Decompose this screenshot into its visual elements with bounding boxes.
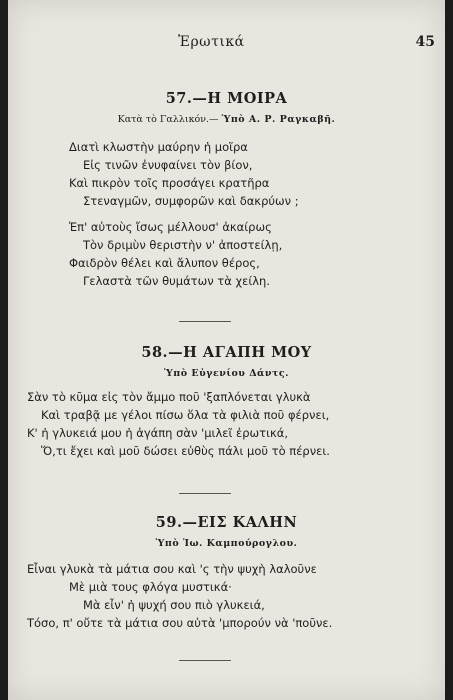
poem-attribution — [8, 364, 445, 384]
running-title: Ἐρωτικά — [178, 34, 245, 50]
verse-line: Γελαστὰ τῶν θυμάτων τὰ χείλη. — [83, 274, 270, 288]
poem-attribution — [8, 110, 445, 130]
verse-line: Καὶ πικρὸν τοῖς προσάγει κρατῆρα — [69, 176, 270, 190]
poem-title: 58.—Η ΑΓΑΠΗ ΜΟΥ — [141, 344, 312, 361]
poem-title: 57.—Η ΜΟΙΡΑ — [165, 90, 288, 107]
verse-line: Καὶ τραβᾷ με γέλοι πίσω ὅλα τὰ φιλιὰ ποῦ φέρνει, — [41, 408, 330, 422]
verse-line: Ἐπ' αὐτοὺς ἴσως μέλλουσ' ἀκαίρως — [69, 220, 272, 234]
stanza — [8, 388, 445, 460]
verse-line: Τὸν δριμὺν θεριστὴν ν' ἀποστείλῃ, — [83, 238, 283, 252]
verse-line: Διατὶ κλωστὴν μαύρην ἡ μοῖρα — [69, 140, 248, 154]
verse-line: Εἶναι γλυκὰ τὰ μάτια σου καὶ 'ς τὴν ψυχὴ λαλοῦνε — [27, 562, 317, 576]
poem-57 — [8, 88, 445, 290]
poem-attribution — [8, 534, 445, 554]
stanza — [8, 138, 445, 210]
verse-line: Στεναγμῶν, συμφορῶν καὶ δακρύων ; — [83, 194, 299, 208]
section-divider — [179, 493, 231, 494]
section-divider — [179, 321, 231, 322]
poem-58 — [8, 342, 445, 460]
page-number: 45 — [415, 34, 435, 50]
poem-title: 59.—ΕΙΣ ΚΑΛΗΝ — [155, 514, 298, 531]
section-divider — [179, 660, 231, 661]
attribution-author: Ὑπὸ Ἰω. Καμπούρογλου. — [155, 538, 298, 549]
running-head — [8, 34, 445, 54]
stanza — [8, 560, 445, 632]
verse-line: Τόσο, π' οὔτε τὰ μάτια σου αὐτὰ 'μπορούν νὰ 'ποῦνε. — [27, 616, 333, 630]
verse-line: Σὰν τὸ κῦμα εἰς τὸν ἄμμο ποῦ 'ξαπλόνεται γλυκὰ — [27, 390, 311, 404]
book-page — [8, 0, 445, 700]
verse-line: Φαιδρὸν θέλει καὶ ἄλυπον θέρος, — [69, 256, 260, 270]
verse-line: Εἰς τινῶν ἐνυφαίνει τὸν βίον, — [83, 158, 253, 172]
verse-line: Μὲ μιὰ τους φλόγα μυστικά· — [69, 580, 232, 594]
verse-line: Κ' ἡ γλυκειά μου ἡ ἀγάπη σὰν 'μιλεῖ ἐρωτικά, — [27, 426, 288, 440]
stanza — [8, 218, 445, 290]
poem-59 — [8, 512, 445, 632]
attribution-author: Ὑπὸ Εὐγενίου Δάντς. — [164, 368, 289, 379]
verse-line: Μὰ εἶν' ἡ ψυχή σου πιὸ γλυκειά, — [83, 598, 265, 612]
attribution-author: Ὑπὸ Α. Ρ. Ραγκαβῆ. — [221, 114, 336, 125]
attribution-source: Κατὰ τὸ Γαλλικόν.— — [117, 114, 222, 125]
verse-line: Ὅ,τι ἔχει καὶ μοῦ δώσει εὐθὺς πάλι μοῦ τὸ πέρνει. — [41, 444, 330, 458]
